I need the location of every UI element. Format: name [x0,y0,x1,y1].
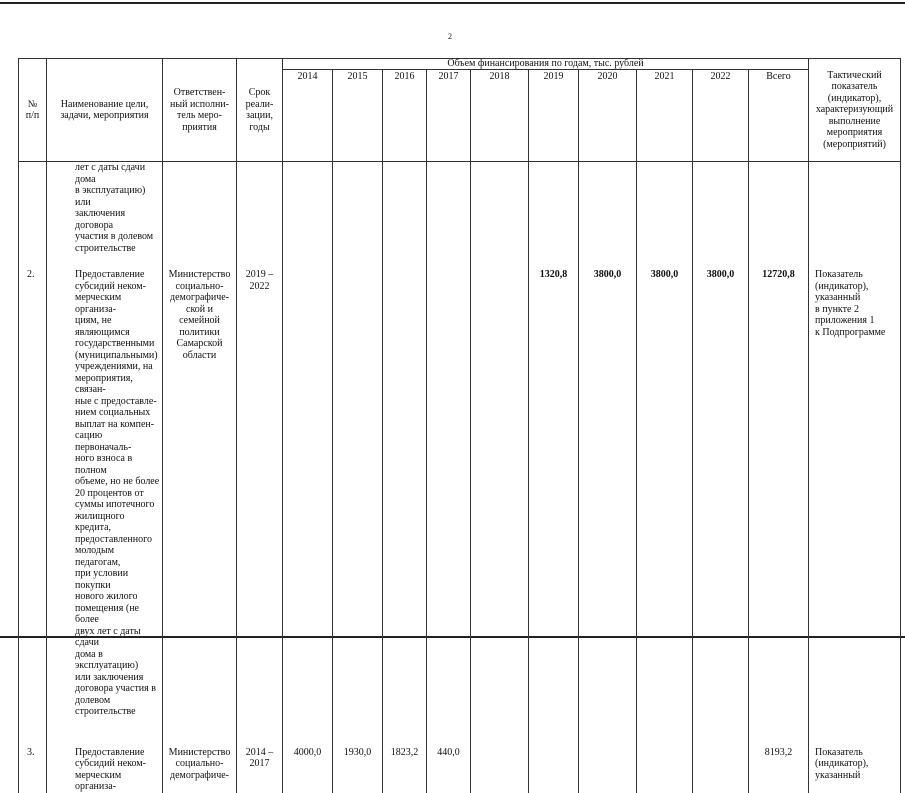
header-name-line: Наименование цели, [60,98,149,110]
row-value [471,162,529,255]
row-value [579,732,637,793]
header-financing-title: Объем финансирования по годам, тыс. рублей [283,59,809,70]
row-name-line: двух лет с даты сдачи [75,625,141,648]
header-num-line: № [27,98,38,110]
row-name-line: Предоставление [75,269,145,280]
row-total [749,162,809,255]
row-value-text: 4000,0 [293,746,322,758]
header-year: 2021 [637,70,693,162]
row-name-line: мероприятия, связан- [75,372,133,395]
row-responsible-line: политики [179,326,220,338]
row-indicator [809,162,901,255]
row-value [283,732,333,793]
row-value [427,732,471,793]
row-value [333,254,383,732]
row-value-text: 1320,8 [539,269,568,280]
row-number [19,162,47,255]
header-name-line: задачи, мероприятия [60,110,149,121]
row-name-line: или заключения [75,671,144,683]
row-value [283,162,333,255]
row-name-line: выплат на компен- [75,418,155,430]
row-name-line: дома в эксплуатацию) [75,648,139,671]
header-term [237,59,283,162]
row-value [283,254,333,732]
row-value [333,732,383,793]
row-value [427,254,471,732]
row-name-line: в эксплуатацию) или [75,185,146,208]
row-value [333,162,383,255]
row-name-line: субсидий неком- [75,280,146,292]
header-year: 2015 [333,70,383,162]
row-responsible [163,732,237,793]
header-name [47,59,163,162]
row-value [383,732,427,793]
row-name-line: лет с даты сдачи дома [75,162,146,185]
header-year: 2020 [579,70,637,162]
row-value [637,162,693,255]
row-indicator-line: Показатель [815,269,863,280]
row-name-line: мерческим организа- [75,769,122,792]
top-rule [0,2,905,4]
row-term [237,732,283,793]
header-year: 2014 [283,70,333,162]
row-responsible-line: Министерство [168,746,231,758]
row-total-text: 8193,2 [764,746,793,758]
row-indicator-line: (индикатор), [815,280,869,292]
row-value [579,162,637,255]
row-indicator-line: указанный [815,769,861,781]
row-indicator-line: указанный [815,292,861,303]
header-total: Всего [749,70,809,162]
header-term-line: годы [249,121,270,133]
row-indicator [809,254,901,732]
row-indicator-line: Показатель [815,746,863,758]
table-row [19,732,901,793]
header-responsible-line: приятия [182,121,217,133]
header-year: 2018 [471,70,529,162]
header-responsible-line: Ответствен- [173,87,226,98]
row-name-line: государственными [75,338,155,349]
header-term-line: Срок [248,87,271,98]
row-term-line: 2014 – [245,746,274,758]
row-responsible-line: социально- [175,280,224,292]
table-row [19,254,901,732]
row-name [47,732,163,793]
row-name-line: долевом строительстве [75,694,136,717]
header-indicator-line: (мероприятий) [823,138,886,150]
header-term-line: реали- [245,98,274,110]
row-responsible-line: социально- [175,758,224,769]
table-row [19,162,901,255]
row-value-text: 1930,0 [343,746,372,758]
row-name-line: молодым педагогам, [75,545,121,568]
row-name-line: ные с предоставле- [75,395,157,407]
row-name [47,162,163,255]
row-number [19,254,47,732]
row-term [237,162,283,255]
row-name-line: объеме, но не более [75,476,160,487]
row-value [529,732,579,793]
header-year: 2019 [529,70,579,162]
row-name [47,254,163,732]
row-name-line: учреждениями, на [75,361,153,372]
row-name-line: 20 процентов от [75,487,144,499]
row-total [749,254,809,732]
row-responsible [163,254,237,732]
row-term-line: 2019 – [245,269,274,280]
row-indicator [809,732,901,793]
header-indicator-line: Тактический [827,69,882,81]
row-value-text: 3800,0 [593,269,622,280]
row-name-line: при условии покупки [75,568,129,591]
header-indicator-line: (индикатор), [827,92,882,104]
row-responsible-line: демографиче- [169,769,230,781]
row-name-line: мерческим организа- [75,292,122,315]
header-year: 2022 [693,70,749,162]
row-term-line: 2022 [249,280,270,292]
row-value [693,732,749,793]
header-year: 2016 [383,70,427,162]
row-name-line: ного взноса в полном [75,453,133,476]
row-responsible-line: Министерство [168,269,231,280]
header-indicator-line: показатель [831,81,878,93]
header-num-line: п/п [25,110,40,121]
header-term-line: зации, [246,110,273,121]
header-responsible-line: ный исполни- [170,98,229,110]
row-responsible-line: Самарской [176,338,223,349]
row-name-line: субсидий неком- [75,758,146,769]
row-term-line: 2017 [249,758,270,769]
header-indicator-line: характеризующий [815,104,894,116]
header-num [19,59,47,162]
row-name-line: нового жилого [75,591,138,602]
row-name-line: участия в долевом [75,231,154,242]
header-responsible [163,59,237,162]
row-name-line: жилищного кредита, [75,510,125,533]
header-indicator [809,59,901,162]
page-number: 2 [448,32,452,41]
table-header [19,59,901,162]
row-responsible-line: ской и [186,303,213,315]
row-value-text: 3800,0 [650,269,679,280]
row-indicator-line: к Подпрограмме [815,326,886,338]
financing-table [18,58,901,793]
row-value-text: 3800,0 [706,269,735,280]
row-value [427,162,471,255]
row-value [579,254,637,732]
row-name-line: циям, не являющимся [75,315,130,338]
row-name-line: помещения (не более [75,602,139,625]
row-name-line: (муниципальными) [75,349,158,361]
row-name-line: Предоставление [75,746,145,758]
row-value-text: 440,0 [437,746,460,758]
header-responsible-line: тель меро- [177,110,222,121]
row-name-line: суммы ипотечного [75,499,155,510]
row-indicator-line: приложения 1 [815,315,875,326]
row-responsible-line: демографиче- [169,292,230,303]
row-responsible [163,162,237,255]
row-value [637,732,693,793]
row-value [383,162,427,255]
row-indicator-line: (индикатор), [815,758,869,769]
row-term [237,254,283,732]
header-year: 2017 [427,70,471,162]
row-name-line: строительстве [75,242,136,254]
row-value [637,254,693,732]
row-total [749,732,809,793]
row-responsible-line: области [182,349,217,361]
row-indicator-line: в пункте 2 [815,303,859,315]
row-name-line: сацию первоначаль- [75,430,132,453]
row-name-line: предоставленного [75,533,152,545]
header-indicator-line: мероприятия [826,127,883,139]
row-name-line: нием социальных [75,407,151,418]
row-value [529,254,579,732]
row-name-line: заключения договора [75,208,126,231]
row-number-text: 2. [27,269,35,280]
row-total-text: 12720,8 [762,269,795,280]
table-body [19,162,901,793]
row-responsible-line: семейной [179,315,220,326]
row-value [693,162,749,255]
row-value [383,254,427,732]
row-value [471,732,529,793]
row-value-text: 1823,2 [390,746,419,758]
row-value [693,254,749,732]
row-number-text: 3. [27,746,35,758]
header-indicator-line: выполнение [828,115,881,127]
row-value [529,162,579,255]
row-value [471,254,529,732]
row-name-line: договора участия в [75,683,156,694]
row-number [19,732,47,793]
